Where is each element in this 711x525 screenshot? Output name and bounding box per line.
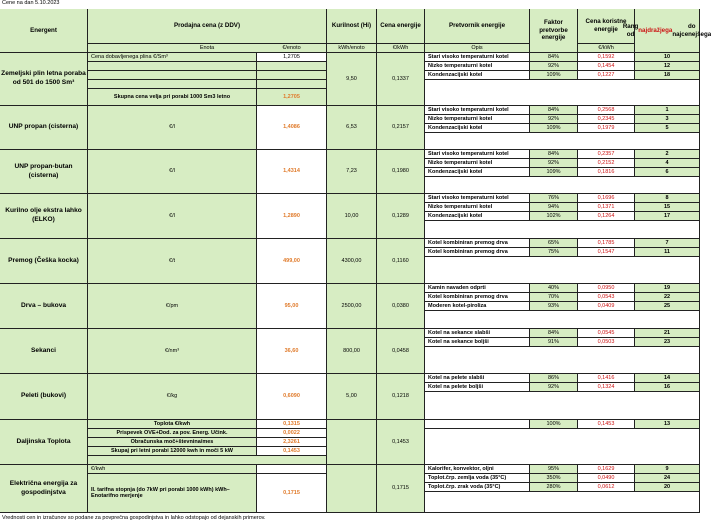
faktor-propan-0: 84% [530, 106, 578, 115]
pretvornik-opis-plin-2: Kondenzacijski kotel [425, 71, 530, 80]
cena-koristne-olje-0: 0,1696 [578, 194, 635, 203]
elektrika-tarifa: II. tarifna stopnja (do 7kW pri porabi 1000 kWh) kWh– Enotarifno merjenje [88, 474, 257, 513]
cena-energije-peleti: 0,1218 [377, 374, 425, 420]
toplota-value-0: 0,1315 [257, 420, 327, 429]
date-label: Cene na dan 5.10.2023 [2, 0, 60, 6]
cena-drva: 95,00 [257, 284, 327, 329]
faktor-elektrika-0: 95% [530, 465, 578, 474]
plin-blank-3 [88, 80, 257, 89]
pretvornik-opis-propan-2: Kondenzacijski kotel [425, 124, 530, 133]
rang-plin-2: 18 [635, 71, 700, 80]
rang-propan-1: 3 [635, 115, 700, 124]
faktor-toplota-0: 100% [530, 420, 578, 429]
cena-koristne-olje-1: 0,1371 [578, 203, 635, 212]
enota-drva: €/pm [88, 284, 257, 329]
faktor-sekanci-0: 84% [530, 329, 578, 338]
pretvornik-opis-premog-1: Kotel kombiniran premog drva [425, 248, 530, 257]
spacer-peleti [425, 392, 700, 420]
toplota-label-3: Skupaj pri letni porabi 12000 kwh in moči 5 kW [88, 447, 257, 456]
toplota-label-0: Toplota €/kwh [88, 420, 257, 429]
pretvornik-opis-olje-1: Nizko temperaturni kotel [425, 203, 530, 212]
header-kurilnost: Kurilnost (Hi) [327, 9, 377, 44]
subheader-eur-enota: €/enoto [257, 44, 327, 53]
pretvornik-opis-olje-0: Stari visoko temperaturni kotel [425, 194, 530, 203]
energent-peleti: Peleti (bukovi) [0, 374, 88, 420]
plin-cena-label: Cena dobavljenega plina €/Sm³ [88, 53, 257, 62]
kurilnost-drva: 2500,00 [327, 284, 377, 329]
rang-butan-2: 6 [635, 168, 700, 177]
pretvornik-opis-elektrika-1: Toplot.črp. zemlja voda (35°C) [425, 474, 530, 483]
rang-premog-0: 7 [635, 239, 700, 248]
faktor-drva-1: 70% [530, 293, 578, 302]
cena-sekanci: 36,60 [257, 329, 327, 374]
spacer-elektrika [425, 492, 700, 513]
toplota-blank [88, 456, 327, 465]
subheader-opis: Opis [425, 44, 530, 53]
cena-koristne-drva-1: 0,0543 [578, 293, 635, 302]
toplota-value-1: 0,0022 [257, 429, 327, 438]
footnote: Vrednosti cen in izračunov so podane za povprečna gospodinjstva in lahko odstopajo od dejanskih primerov. [2, 515, 266, 521]
spacer-propan [425, 133, 700, 150]
toplota-kurilnost [327, 420, 377, 465]
rang-elektrika-1: 24 [635, 474, 700, 483]
rang-peleti-0: 14 [635, 374, 700, 383]
toplota-cena-energije: 0,1453 [377, 420, 425, 465]
elektrika-blank [257, 465, 327, 474]
toplota-value-2: 2,3261 [257, 438, 327, 447]
pretvornik-opis-peleti-1: Kotel na pelete boljši [425, 383, 530, 392]
cena-koristne-propan-2: 0,1979 [578, 124, 635, 133]
faktor-olje-0: 76% [530, 194, 578, 203]
pretvornik-opis-elektrika-2: Toplot.črp. zrak voda (35°C) [425, 483, 530, 492]
faktor-plin-2: 109% [530, 71, 578, 80]
faktor-drva-0: 40% [530, 284, 578, 293]
cena-koristne-butan-0: 0,2357 [578, 150, 635, 159]
energent-butan: UNP propan-butan (cisterna) [0, 150, 88, 194]
rang-drva-0: 19 [635, 284, 700, 293]
header-rang [622, 9, 711, 53]
rang-drva-2: 25 [635, 302, 700, 311]
header-prodajna-cena: Prodajna cena (z DDV) [88, 9, 327, 44]
rang-elektrika-2: 20 [635, 483, 700, 492]
faktor-olje-1: 94% [530, 203, 578, 212]
cena-koristne-plin-0: 0,1592 [578, 53, 635, 62]
enota-peleti: €/kg [88, 374, 257, 420]
rang-elektrika-0: 9 [635, 465, 700, 474]
enota-olje: €/l [88, 194, 257, 239]
kurilnost-propan: 6,53 [327, 106, 377, 150]
faktor-butan-1: 92% [530, 159, 578, 168]
faktor-plin-1: 92% [530, 62, 578, 71]
pretvornik-opis-propan-1: Nizko temperaturni kotel [425, 115, 530, 124]
spacer-butan [425, 177, 700, 194]
pretvornik-opis-sekanci-0: Kotel na sekance slabši [425, 329, 530, 338]
kurilnost-premog: 4300,00 [327, 239, 377, 284]
elektrika-cena-energije: 0,1715 [377, 465, 425, 513]
faktor-premog-0: 65% [530, 239, 578, 248]
cena-energije-propan: 0,2157 [377, 106, 425, 150]
cena-koristne-elektrika-0: 0,1629 [578, 465, 635, 474]
enota-butan: €/l [88, 150, 257, 194]
rang-olje-1: 15 [635, 203, 700, 212]
cena-koristne-propan-0: 0,2568 [578, 106, 635, 115]
plin-spacer [425, 80, 700, 106]
cena-energije-butan: 0,1980 [377, 150, 425, 194]
energent-drva: Drva – bukova [0, 284, 88, 329]
plin-blank-3b [257, 80, 327, 89]
plin-cena-value: 1,2705 [257, 53, 327, 62]
plin-blank-1 [88, 62, 257, 71]
plin-skupna-value: 1,2705 [257, 89, 327, 106]
rang-butan-0: 2 [635, 150, 700, 159]
rang-part1: Rang od [622, 22, 639, 38]
cena-koristne-toplota-0: 0,1453 [578, 420, 635, 429]
pretvornik-opis-toplota-0 [425, 420, 530, 429]
rang-red: najdražjega [638, 26, 673, 34]
faktor-peleti-0: 86% [530, 374, 578, 383]
cena-olje: 1,2890 [257, 194, 327, 239]
spacer-premog [425, 257, 700, 284]
cena-premog: 499,00 [257, 239, 327, 284]
rang-propan-0: 1 [635, 106, 700, 115]
energent-propan: UNP propan (cisterna) [0, 106, 88, 150]
rang-premog-1: 11 [635, 248, 700, 257]
subheader-eur-kwh: €/kWh [377, 44, 425, 53]
spacer-toplota [425, 429, 700, 465]
cena-koristne-elektrika-1: 0,0490 [578, 474, 635, 483]
rang-peleti-1: 16 [635, 383, 700, 392]
cena-koristne-olje-2: 0,1264 [578, 212, 635, 221]
cena-koristne-elektrika-2: 0,0612 [578, 483, 635, 492]
rang-olje-2: 17 [635, 212, 700, 221]
pretvornik-opis-plin-0: Stari visoko temperaturni kotel [425, 53, 530, 62]
rang-sekanci-0: 21 [635, 329, 700, 338]
faktor-sekanci-1: 91% [530, 338, 578, 347]
pretvornik-opis-peleti-0: Kotel na pelete slabši [425, 374, 530, 383]
cena-koristne-premog-1: 0,1547 [578, 248, 635, 257]
rang-drva-1: 22 [635, 293, 700, 302]
header-pretvornik: Pretvornik energije [425, 9, 530, 44]
elektrika-cena: 0,1715 [257, 474, 327, 513]
cena-energije-drva: 0,0380 [377, 284, 425, 329]
plin-cena-energije: 0,1337 [377, 53, 425, 106]
kurilnost-olje: 10,00 [327, 194, 377, 239]
cena-peleti: 0,6090 [257, 374, 327, 420]
energent-plin: Zemeljski plin letna poraba od 501 do 1500 Sm³ [0, 53, 88, 106]
energent-sekanci: Sekanci [0, 329, 88, 374]
header-cena-energije: Cena energije [377, 9, 425, 44]
enota-sekanci: €/nm³ [88, 329, 257, 374]
cena-energije-premog: 0,1160 [377, 239, 425, 284]
cena-koristne-butan-2: 0,1816 [578, 168, 635, 177]
cena-energije-sekanci: 0,0458 [377, 329, 425, 374]
pretvornik-opis-drva-1: Kotel kombiniran premog drva [425, 293, 530, 302]
faktor-propan-2: 109% [530, 124, 578, 133]
energent-olje: Kurilno olje ekstra lahko (ELKO) [0, 194, 88, 239]
subheader-enota: Enota [88, 44, 327, 53]
faktor-butan-2: 109% [530, 168, 578, 177]
faktor-peleti-1: 92% [530, 383, 578, 392]
pretvornik-opis-elektrika-0: Kalorifer, konvektor, oljni [425, 465, 530, 474]
rang-olje-0: 8 [635, 194, 700, 203]
rang-butan-1: 4 [635, 159, 700, 168]
cena-koristne-plin-2: 0,1227 [578, 71, 635, 80]
pretvornik-opis-premog-0: Kotel kombiniran premog drva [425, 239, 530, 248]
spacer-drva [425, 311, 700, 329]
kurilnost-sekanci: 800,00 [327, 329, 377, 374]
pretvornik-opis-drva-0: Kamin navaden odprti [425, 284, 530, 293]
cena-butan: 1,4314 [257, 150, 327, 194]
faktor-plin-0: 84% [530, 53, 578, 62]
rang-sekanci-1: 23 [635, 338, 700, 347]
toplota-label-1: Prispevek OVE+Dod. za pov. Energ. Učink. [88, 429, 257, 438]
subheader-kwh-enoto: kWh/enoto [327, 44, 377, 53]
faktor-elektrika-1: 350% [530, 474, 578, 483]
rang-plin-1: 12 [635, 62, 700, 71]
spacer-olje [425, 221, 700, 239]
faktor-butan-0: 84% [530, 150, 578, 159]
energent-premog: Premog (Češka kocka) [0, 239, 88, 284]
cena-koristne-sekanci-1: 0,0503 [578, 338, 635, 347]
header-cena-koristne: Cena koristne energije [578, 9, 635, 44]
faktor-elektrika-2: 280% [530, 483, 578, 492]
toplota-label-2: Obračunska moč+števnina/mes [88, 438, 257, 447]
faktor-olje-2: 102% [530, 212, 578, 221]
rang-plin-0: 10 [635, 53, 700, 62]
cena-koristne-peleti-0: 0,1416 [578, 374, 635, 383]
cena-energije-olje: 0,1289 [377, 194, 425, 239]
plin-blank-2b [257, 71, 327, 80]
plin-skupna-label: Skupna cena velja pri porabi 1000 Sm3 letno [88, 89, 257, 106]
pretvornik-opis-plin-1: Nizko temperaturni kotel [425, 62, 530, 71]
pretvornik-opis-butan-1: Nizko temperaturni kotel [425, 159, 530, 168]
pretvornik-opis-propan-0: Stari visoko temperaturni kotel [425, 106, 530, 115]
faktor-drva-2: 93% [530, 302, 578, 311]
faktor-propan-1: 92% [530, 115, 578, 124]
plin-kurilnost: 9,50 [327, 53, 377, 106]
pretvornik-opis-olje-2: Kondenzacijski kotel [425, 212, 530, 221]
elektrika-kurilnost [327, 465, 377, 513]
cena-propan: 1,4086 [257, 106, 327, 150]
spacer-sekanci [425, 347, 700, 374]
faktor-premog-1: 75% [530, 248, 578, 257]
rang-toplota-0: 13 [635, 420, 700, 429]
plin-blank-1b [257, 62, 327, 71]
cena-koristne-drva-0: 0,0950 [578, 284, 635, 293]
cena-koristne-butan-1: 0,2152 [578, 159, 635, 168]
cena-koristne-drva-2: 0,0409 [578, 302, 635, 311]
plin-blank-2 [88, 71, 257, 80]
toplota-value-3: 0,1453 [257, 447, 327, 456]
elektrika-enota: €/kwh [88, 465, 257, 474]
enota-propan: €/l [88, 106, 257, 150]
rang-propan-2: 5 [635, 124, 700, 133]
header-energent: Energent [0, 9, 88, 53]
enota-premog: €/t [88, 239, 257, 284]
kurilnost-peleti: 5,00 [327, 374, 377, 420]
pretvornik-opis-butan-2: Kondenzacijski kotel [425, 168, 530, 177]
cena-koristne-sekanci-0: 0,0545 [578, 329, 635, 338]
kurilnost-butan: 7,23 [327, 150, 377, 194]
pretvornik-opis-sekanci-1: Kotel na sekance boljši [425, 338, 530, 347]
pretvornik-opis-butan-0: Stari visoko temperaturni kotel [425, 150, 530, 159]
header-faktor: Faktor pretvorbe energije [530, 9, 578, 53]
energent-elektrika: Električna energija za gospodinjstva [0, 465, 88, 513]
cena-koristne-peleti-1: 0,1324 [578, 383, 635, 392]
pretvornik-opis-drva-2: Moderen kotel-piroliza [425, 302, 530, 311]
rang-part2: do najcenejšega [672, 22, 711, 38]
cena-koristne-propan-1: 0,2345 [578, 115, 635, 124]
cena-koristne-premog-0: 0,1785 [578, 239, 635, 248]
cena-koristne-plin-1: 0,1454 [578, 62, 635, 71]
subheader-eur-kwh-2: €/kWh [578, 44, 635, 53]
energent-toplota: Daljinska Toplota [0, 420, 88, 465]
